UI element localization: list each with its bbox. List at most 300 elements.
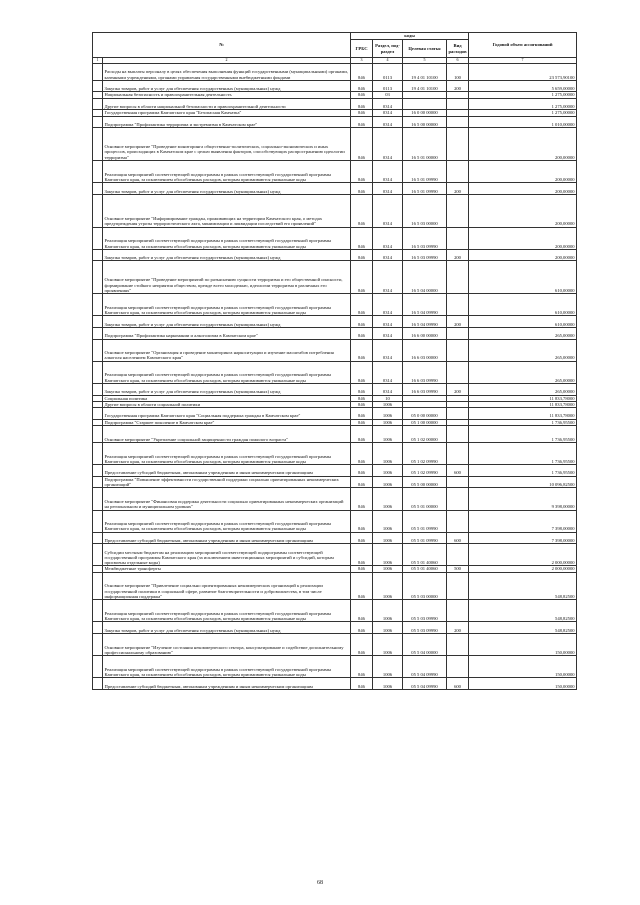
row-amount-cell: 11 833,78000 bbox=[469, 395, 577, 401]
row-expense-type-cell bbox=[447, 294, 469, 316]
row-expense-type-cell: 200 bbox=[447, 249, 469, 261]
row-expense-type-cell bbox=[447, 572, 469, 600]
row-expense-type-cell: 600 bbox=[447, 532, 469, 544]
row-amount-cell: 200,00000 bbox=[469, 227, 577, 249]
row-expense-type-cell bbox=[447, 476, 469, 488]
row-section-cell: 0314 bbox=[373, 249, 403, 261]
row-expense-type-cell bbox=[447, 544, 469, 566]
row-target-article-cell: 16 6 03 09990 bbox=[403, 361, 447, 383]
table-row bbox=[93, 116, 577, 128]
table-row bbox=[93, 656, 577, 678]
row-target-article-cell: 16 5 03 09990 bbox=[403, 249, 447, 261]
table-row bbox=[93, 426, 577, 443]
table-row bbox=[93, 488, 577, 510]
row-section-cell: 0113 bbox=[373, 64, 403, 81]
row-section-cell: 0314 bbox=[373, 183, 403, 195]
header-section: Раздел, под-раздел bbox=[373, 40, 403, 58]
row-number-cell bbox=[93, 572, 103, 600]
row-amount-cell: 1 275,00000 bbox=[469, 110, 577, 116]
row-target-article-cell: 16 5 04 09990 bbox=[403, 316, 447, 328]
row-number-cell bbox=[93, 678, 103, 690]
row-grbs-cell: 846 bbox=[351, 465, 373, 477]
row-amount-cell: 150,00000 bbox=[469, 634, 577, 656]
row-name-cell: Другие вопросы в области национальной безопасности и правоохранительной деятельности bbox=[103, 98, 351, 110]
row-name-cell: Основное мероприятие "Финансовая поддержка деятельности социально ориентированных некоммерческих организаций на региональном и муниципальном уровнях" bbox=[103, 488, 351, 510]
row-section-cell: 1006 bbox=[373, 419, 403, 425]
row-number-cell bbox=[93, 80, 103, 92]
row-grbs-cell: 846 bbox=[351, 92, 373, 98]
row-name-cell: Реализация мероприятий соответствующей подпрограммы в рамках соответствующей государственной программы Камчатского края, за исключением обособленных расходов, которым присваиваются уникальные коды bbox=[103, 361, 351, 383]
row-target-article-cell: 16 5 01 00000 bbox=[403, 128, 447, 161]
table-row bbox=[93, 465, 577, 477]
row-section-cell: 1006 bbox=[373, 566, 403, 572]
row-section-cell: 1006 bbox=[373, 634, 403, 656]
table-row bbox=[93, 532, 577, 544]
row-section-cell: 1006 bbox=[373, 408, 403, 420]
row-name-cell: Предоставление субсидий бюджетным, автономным учреждениям и иным некоммерческим организациям bbox=[103, 678, 351, 690]
row-target-article-cell: 16 5 04 09990 bbox=[403, 294, 447, 316]
header-number: № bbox=[93, 33, 351, 58]
table-row bbox=[93, 249, 577, 261]
row-target-article-cell: 16 5 03 00000 bbox=[403, 194, 447, 227]
row-grbs-cell: 846 bbox=[351, 442, 373, 464]
row-target-article-cell bbox=[403, 98, 447, 110]
row-target-article-cell: 16 5 01 09990 bbox=[403, 161, 447, 183]
row-grbs-cell: 846 bbox=[351, 656, 373, 678]
row-number-cell bbox=[93, 294, 103, 316]
row-section-cell: 0113 bbox=[373, 80, 403, 92]
row-section-cell: 1006 bbox=[373, 544, 403, 566]
table-row bbox=[93, 572, 577, 600]
row-section-cell: 1006 bbox=[373, 401, 403, 407]
row-expense-type-cell bbox=[447, 227, 469, 249]
row-name-cell: Государственная программа Камчатского края "Социальная поддержка граждан в Камчатском крае" bbox=[103, 408, 351, 420]
row-number-cell bbox=[93, 116, 103, 128]
row-section-cell: 1006 bbox=[373, 532, 403, 544]
row-name-cell: Закупка товаров, работ и услуг для обеспечения государственных (муниципальных) нужд bbox=[103, 383, 351, 395]
row-amount-cell: 548,82500 bbox=[469, 572, 577, 600]
row-amount-cell: 9 398,00000 bbox=[469, 488, 577, 510]
row-number-cell bbox=[93, 476, 103, 488]
row-grbs-cell: 846 bbox=[351, 328, 373, 340]
row-number-cell bbox=[93, 656, 103, 678]
row-expense-type-cell bbox=[447, 361, 469, 383]
row-grbs-cell: 846 bbox=[351, 622, 373, 634]
row-section-cell: 1006 bbox=[373, 678, 403, 690]
row-number-cell bbox=[93, 316, 103, 328]
row-name-cell: Предоставление субсидий бюджетным, автономным учреждениям и иным некоммерческим организациям bbox=[103, 532, 351, 544]
row-section-cell: 0314 bbox=[373, 110, 403, 116]
row-number-cell bbox=[93, 194, 103, 227]
row-grbs-cell: 846 bbox=[351, 316, 373, 328]
row-target-article-cell: 05 1 00 00000 bbox=[403, 419, 447, 425]
table-row bbox=[93, 600, 577, 622]
row-grbs-cell: 846 bbox=[351, 395, 373, 401]
row-section-cell: 1006 bbox=[373, 600, 403, 622]
row-name-cell: Подпрограмма "Повышение эффективности государственной поддержки социально ориентированных некоммерческих организаций" bbox=[103, 476, 351, 488]
row-expense-type-cell bbox=[447, 261, 469, 294]
row-name-cell: Основное мероприятие "Привлечение социально ориентированных некоммерческих организаций к реализации государственной политики в социальной сфере, развитие благотворительности и добровольчества, в том числе информационная поддержка" bbox=[103, 572, 351, 600]
row-number-cell bbox=[93, 544, 103, 566]
row-name-cell: Основное мероприятие "Проведение мониторинга общественно-политических, социально-экономических и иных процессов, происходящих в Камчатском крае с целью выявления факторов, способствующих распространению идеологии терроризма" bbox=[103, 128, 351, 161]
row-expense-type-cell bbox=[447, 510, 469, 532]
row-expense-type-cell bbox=[447, 116, 469, 128]
row-target-article-cell: 05 5 01 09990 bbox=[403, 510, 447, 532]
row-name-cell: Подпрограмма "Старшее поколение в Камчатском крае" bbox=[103, 419, 351, 425]
row-number-cell bbox=[93, 161, 103, 183]
row-section-cell: 0314 bbox=[373, 227, 403, 249]
row-section-cell: 0314 bbox=[373, 161, 403, 183]
row-expense-type-cell bbox=[447, 128, 469, 161]
header-annual-volume: Годовой объем ассигнований bbox=[469, 33, 577, 58]
row-amount-cell: 1 275,00000 bbox=[469, 92, 577, 98]
row-section-cell: 1006 bbox=[373, 488, 403, 510]
row-expense-type-cell: 100 bbox=[447, 64, 469, 81]
row-grbs-cell: 846 bbox=[351, 544, 373, 566]
row-target-article-cell: 05 1 02 00000 bbox=[403, 426, 447, 443]
row-target-article-cell: 19 4 01 10100 bbox=[403, 64, 447, 81]
table-row bbox=[93, 98, 577, 110]
row-grbs-cell: 846 bbox=[351, 294, 373, 316]
row-section-cell: 1006 bbox=[373, 442, 403, 464]
row-section-cell: 1006 bbox=[373, 476, 403, 488]
row-amount-cell: 1 736,95500 bbox=[469, 442, 577, 464]
row-expense-type-cell bbox=[447, 328, 469, 340]
row-number-cell bbox=[93, 128, 103, 161]
row-section-cell: 0314 bbox=[373, 294, 403, 316]
row-name-cell: Подпрограмма "Профилактика терроризма и экстремизма в Камчатском крае" bbox=[103, 116, 351, 128]
row-number-cell bbox=[93, 408, 103, 420]
row-section-cell: 1006 bbox=[373, 656, 403, 678]
row-expense-type-cell: 500 bbox=[447, 566, 469, 572]
row-number-cell bbox=[93, 261, 103, 294]
row-target-article-cell: 05 0 00 00000 bbox=[403, 408, 447, 420]
row-target-article-cell: 05 5 04 09990 bbox=[403, 678, 447, 690]
row-number-cell bbox=[93, 339, 103, 361]
row-amount-cell: 1 736,95500 bbox=[469, 419, 577, 425]
row-grbs-cell: 846 bbox=[351, 476, 373, 488]
row-target-article-cell: 05 5 00 00000 bbox=[403, 476, 447, 488]
row-grbs-cell: 846 bbox=[351, 572, 373, 600]
row-grbs-cell: 846 bbox=[351, 194, 373, 227]
row-expense-type-cell bbox=[447, 161, 469, 183]
row-amount-cell: 548,82500 bbox=[469, 622, 577, 634]
table-row bbox=[93, 328, 577, 340]
row-name-cell: Основное мероприятие "Укрепление социальной защищенности граждан пожилого возраста" bbox=[103, 426, 351, 443]
row-expense-type-cell bbox=[447, 488, 469, 510]
row-section-cell: 0314 bbox=[373, 328, 403, 340]
row-number-cell bbox=[93, 361, 103, 383]
row-amount-cell: 265,00000 bbox=[469, 361, 577, 383]
table-row bbox=[93, 80, 577, 92]
row-section-cell: 0314 bbox=[373, 339, 403, 361]
col-number-5: 5 bbox=[403, 58, 447, 64]
header-grbs: ГРБС bbox=[351, 40, 373, 58]
row-grbs-cell: 846 bbox=[351, 361, 373, 383]
row-amount-cell: 150,00000 bbox=[469, 678, 577, 690]
table-row bbox=[93, 261, 577, 294]
row-amount-cell: 610,00000 bbox=[469, 294, 577, 316]
row-amount-cell: 265,00000 bbox=[469, 328, 577, 340]
table-body bbox=[93, 64, 577, 690]
table-row bbox=[93, 408, 577, 420]
row-amount-cell: 200,00000 bbox=[469, 183, 577, 195]
row-expense-type-cell bbox=[447, 408, 469, 420]
row-name-cell: Реализация мероприятий соответствующей подпрограммы в рамках соответствующей государственной программы Камчатского края, за исключением обособленных расходов, которым присваиваются уникальные коды bbox=[103, 227, 351, 249]
row-target-article-cell: 05 5 01 00000 bbox=[403, 488, 447, 510]
row-grbs-cell: 846 bbox=[351, 128, 373, 161]
row-amount-cell: 11 833,78000 bbox=[469, 408, 577, 420]
row-amount-cell: 150,00000 bbox=[469, 656, 577, 678]
row-target-article-cell: 16 5 03 09990 bbox=[403, 227, 447, 249]
row-grbs-cell: 846 bbox=[351, 261, 373, 294]
row-expense-type-cell bbox=[447, 600, 469, 622]
row-amount-cell: 5 659,00000 bbox=[469, 80, 577, 92]
row-grbs-cell: 846 bbox=[351, 426, 373, 443]
row-grbs-cell: 846 bbox=[351, 634, 373, 656]
row-target-article-cell: 16 6 00 00000 bbox=[403, 328, 447, 340]
row-name-cell: Социальная политика bbox=[103, 395, 351, 401]
row-name-cell: Закупка товаров, работ и услуг для обеспечения государственных (муниципальных) нужд bbox=[103, 249, 351, 261]
row-number-cell bbox=[93, 488, 103, 510]
header-expense-type: Вид расходов bbox=[447, 40, 469, 58]
table-row bbox=[93, 227, 577, 249]
table-row bbox=[93, 510, 577, 532]
table-row bbox=[93, 634, 577, 656]
row-section-cell: 0314 bbox=[373, 383, 403, 395]
row-number-cell bbox=[93, 183, 103, 195]
row-target-article-cell: 05 5 01 40060 bbox=[403, 544, 447, 566]
col-number-7: 7 bbox=[469, 58, 577, 64]
row-section-cell: 1006 bbox=[373, 572, 403, 600]
row-expense-type-cell bbox=[447, 634, 469, 656]
row-number-cell bbox=[93, 532, 103, 544]
row-number-cell bbox=[93, 510, 103, 532]
row-grbs-cell: 846 bbox=[351, 600, 373, 622]
row-section-cell: 0314 bbox=[373, 98, 403, 110]
row-grbs-cell: 846 bbox=[351, 532, 373, 544]
table-row bbox=[93, 128, 577, 161]
row-expense-type-cell bbox=[447, 426, 469, 443]
row-amount-cell: 1 736,95500 bbox=[469, 465, 577, 477]
table-row bbox=[93, 361, 577, 383]
col-number-2: 2 bbox=[103, 58, 351, 64]
row-target-article-cell: 05 1 02 09990 bbox=[403, 465, 447, 477]
row-grbs-cell: 846 bbox=[351, 408, 373, 420]
row-expense-type-cell: 200 bbox=[447, 80, 469, 92]
row-amount-cell: 610,00000 bbox=[469, 316, 577, 328]
row-grbs-cell: 846 bbox=[351, 161, 373, 183]
row-name-cell: Основное мероприятие "Изучение состояния некоммерческого сектора, консультирование и содействие дополнительному профессиональному образованию" bbox=[103, 634, 351, 656]
row-section-cell: 10 bbox=[373, 395, 403, 401]
row-name-cell: Основное мероприятие "Информирование граждан, проживающих на территории Камчатского края, о методах предупреждения угрозы террористического акта, минимизации и ликвидации последствий его проявлений" bbox=[103, 194, 351, 227]
row-amount-cell: 1 736,95500 bbox=[469, 426, 577, 443]
row-amount-cell: 2 000,00000 bbox=[469, 544, 577, 566]
row-target-article-cell: 05 5 04 00000 bbox=[403, 634, 447, 656]
row-name-cell: Реализация мероприятий соответствующей подпрограммы в рамках соответствующей государственной программы Камчатского края, за исключением обособленных расходов, которым присваиваются уникальные коды bbox=[103, 161, 351, 183]
row-grbs-cell: 846 bbox=[351, 488, 373, 510]
row-target-article-cell: 05 1 02 09990 bbox=[403, 442, 447, 464]
row-number-cell bbox=[93, 227, 103, 249]
row-grbs-cell: 846 bbox=[351, 401, 373, 407]
row-grbs-cell: 846 bbox=[351, 383, 373, 395]
row-amount-cell: 200,00000 bbox=[469, 128, 577, 161]
row-name-cell: Закупка товаров, работ и услуг для обеспечения государственных (муниципальных) нужд bbox=[103, 316, 351, 328]
row-expense-type-cell bbox=[447, 339, 469, 361]
col-number-6: 6 bbox=[447, 58, 469, 64]
row-section-cell: 1006 bbox=[373, 510, 403, 532]
table-row bbox=[93, 442, 577, 464]
row-grbs-cell: 846 bbox=[351, 339, 373, 361]
row-expense-type-cell bbox=[447, 656, 469, 678]
row-expense-type-cell bbox=[447, 194, 469, 227]
row-name-cell: Субсидии местным бюджетам на реализацию мероприятий соответствующей подпрограммы соответствующей государственной программы Камчатского края (за исключением инвестиционных мероприятий и субсидий, которым присвоены отдельные коды) bbox=[103, 544, 351, 566]
row-target-article-cell: 05 5 01 40060 bbox=[403, 566, 447, 572]
table-row bbox=[93, 294, 577, 316]
row-name-cell: Предоставление субсидий бюджетным, автономным учреждениям и иным некоммерческим организациям bbox=[103, 465, 351, 477]
table-row bbox=[93, 476, 577, 488]
row-target-article-cell: 05 5 03 09990 bbox=[403, 600, 447, 622]
table-row bbox=[93, 316, 577, 328]
row-target-article-cell: 16 5 04 00000 bbox=[403, 261, 447, 294]
table-row bbox=[93, 183, 577, 195]
col-number-3: 3 bbox=[351, 58, 373, 64]
row-name-cell: Реализация мероприятий соответствующей подпрограммы в рамках соответствующей государственной программы Камчатского края, за исключением обособленных расходов, которым присваиваются уникальные коды bbox=[103, 510, 351, 532]
row-target-article-cell: 05 5 01 09990 bbox=[403, 532, 447, 544]
row-number-cell bbox=[93, 426, 103, 443]
row-section-cell: 0314 bbox=[373, 261, 403, 294]
row-grbs-cell: 846 bbox=[351, 510, 373, 532]
row-name-cell: Реализация мероприятий соответствующей подпрограммы в рамках соответствующей государственной программы Камчатского края, за исключением обособленных расходов, которым присваиваются уникальные коды bbox=[103, 656, 351, 678]
row-grbs-cell: 846 bbox=[351, 678, 373, 690]
row-number-cell bbox=[93, 64, 103, 81]
row-target-article-cell: 19 4 01 10100 bbox=[403, 80, 447, 92]
row-amount-cell: 610,00000 bbox=[469, 261, 577, 294]
row-amount-cell: 200,00000 bbox=[469, 161, 577, 183]
row-section-cell: 0314 bbox=[373, 128, 403, 161]
budget-table bbox=[92, 32, 577, 690]
row-amount-cell: 11 833,78000 bbox=[469, 401, 577, 407]
row-name-cell: Основное мероприятие "Организация и проведение мониторинга наркоситуации и изучение масштабов потребления алкоголя населением Камчатского края" bbox=[103, 339, 351, 361]
row-amount-cell: 1 275,00000 bbox=[469, 98, 577, 110]
row-name-cell: Реализация мероприятий соответствующей подпрограммы в рамках соответствующей государственной программы Камчатского края, за исключением обособленных расходов, которым присваиваются уникальные коды bbox=[103, 294, 351, 316]
row-section-cell: 1006 bbox=[373, 426, 403, 443]
row-grbs-cell: 846 bbox=[351, 227, 373, 249]
row-name-cell: Государственная программа Камчатского края "Безопасная Камчатка" bbox=[103, 110, 351, 116]
row-section-cell: 0314 bbox=[373, 361, 403, 383]
table-row bbox=[93, 64, 577, 81]
budget-page bbox=[92, 32, 576, 690]
row-grbs-cell: 846 bbox=[351, 116, 373, 128]
row-number-cell bbox=[93, 442, 103, 464]
col-number-1: 1 bbox=[93, 58, 103, 64]
row-number-cell bbox=[93, 465, 103, 477]
row-grbs-cell: 846 bbox=[351, 566, 373, 572]
row-name-cell: Национальная безопасность и правоохранительная деятельность bbox=[103, 92, 351, 98]
row-grbs-cell: 846 bbox=[351, 110, 373, 116]
table-row bbox=[93, 194, 577, 227]
row-amount-cell: 23 573,90100 bbox=[469, 64, 577, 81]
row-grbs-cell: 846 bbox=[351, 64, 373, 81]
table-row bbox=[93, 622, 577, 634]
row-number-cell bbox=[93, 634, 103, 656]
row-target-article-cell: 16 5 01 09990 bbox=[403, 183, 447, 195]
row-amount-cell: 265,00000 bbox=[469, 383, 577, 395]
table-row bbox=[93, 678, 577, 690]
row-section-cell: 1006 bbox=[373, 622, 403, 634]
header-row-codes bbox=[93, 33, 577, 40]
row-name-cell: Межбюджетные трансферты bbox=[103, 566, 351, 572]
row-number-cell bbox=[93, 600, 103, 622]
row-target-article-cell: 05 5 03 00000 bbox=[403, 572, 447, 600]
row-number-cell bbox=[93, 622, 103, 634]
row-name-cell: Реализация мероприятий соответствующей подпрограммы в рамках соответствующей государственной программы Камчатского края, за исключением обособленных расходов, которым присваиваются уникальные коды bbox=[103, 442, 351, 464]
row-amount-cell: 200,00000 bbox=[469, 194, 577, 227]
row-section-cell: 0314 bbox=[373, 194, 403, 227]
row-name-cell: Другие вопросы в области социальной политики bbox=[103, 401, 351, 407]
row-name-cell: Расходы на выплаты персоналу в целях обеспечения выполнения функций государственными (муниципальными) органами, казенными учреждениями, органами управления государственными внебюджетными фондами bbox=[103, 64, 351, 81]
row-amount-cell: 2 000,00000 bbox=[469, 566, 577, 572]
table-row bbox=[93, 339, 577, 361]
table-row bbox=[93, 383, 577, 395]
row-number-cell bbox=[93, 98, 103, 110]
row-target-article-cell: 16 5 00 00000 bbox=[403, 116, 447, 128]
row-section-cell: 1006 bbox=[373, 465, 403, 477]
row-target-article-cell: 16 6 03 09990 bbox=[403, 383, 447, 395]
row-expense-type-cell: 200 bbox=[447, 183, 469, 195]
row-target-article-cell: 05 5 04 09990 bbox=[403, 656, 447, 678]
row-target-article-cell: 16 0 00 00000 bbox=[403, 110, 447, 116]
row-name-cell: Закупка товаров, работ и услуг для обеспечения государственных (муниципальных) нужд bbox=[103, 80, 351, 92]
row-amount-cell: 10 096,82500 bbox=[469, 476, 577, 488]
row-name-cell: Закупка товаров, работ и услуг для обеспечения государственных (муниципальных) нужд bbox=[103, 622, 351, 634]
row-grbs-cell: 846 bbox=[351, 98, 373, 110]
row-amount-cell: 7 398,00000 bbox=[469, 532, 577, 544]
table-row bbox=[93, 161, 577, 183]
row-section-cell: 0314 bbox=[373, 116, 403, 128]
row-number-cell bbox=[93, 249, 103, 261]
table-row bbox=[93, 544, 577, 566]
row-expense-type-cell: 200 bbox=[447, 316, 469, 328]
page-number: 68 bbox=[317, 880, 323, 886]
row-target-article-cell: 16 6 03 00000 bbox=[403, 339, 447, 361]
row-amount-cell: 7 398,00000 bbox=[469, 510, 577, 532]
row-section-cell: 03 bbox=[373, 92, 403, 98]
row-expense-type-cell: 600 bbox=[447, 678, 469, 690]
row-expense-type-cell: 600 bbox=[447, 465, 469, 477]
row-expense-type-cell: 200 bbox=[447, 622, 469, 634]
row-section-cell: 0314 bbox=[373, 316, 403, 328]
row-name-cell: Закупка товаров, работ и услуг для обеспечения государственных (муниципальных) нужд bbox=[103, 183, 351, 195]
row-name-cell: Основное мероприятие "Проведение мероприятий по разъяснению сущности терроризма и его общественной опасности, формирование стойкого неприятия обществом, прежде всего молодежью, идеологии терроризма в различных его проявлениях" bbox=[103, 261, 351, 294]
col-number-4: 4 bbox=[373, 58, 403, 64]
row-name-cell: Реализация мероприятий соответствующей подпрограммы в рамках соответствующей государственной программы Камчатского края, за исключением обособленных расходов, которым присваиваются уникальные коды bbox=[103, 600, 351, 622]
row-expense-type-cell bbox=[447, 442, 469, 464]
row-target-article-cell: 05 5 03 09990 bbox=[403, 622, 447, 634]
row-grbs-cell: 846 bbox=[351, 419, 373, 425]
row-grbs-cell: 846 bbox=[351, 80, 373, 92]
header-target-article: Целевая статья bbox=[403, 40, 447, 58]
row-amount-cell: 200,00000 bbox=[469, 249, 577, 261]
row-amount-cell: 548,82500 bbox=[469, 600, 577, 622]
row-grbs-cell: 846 bbox=[351, 183, 373, 195]
row-expense-type-cell bbox=[447, 98, 469, 110]
row-number-cell bbox=[93, 383, 103, 395]
row-amount-cell: 265,00000 bbox=[469, 339, 577, 361]
row-amount-cell: 1 010,00000 bbox=[469, 116, 577, 128]
row-grbs-cell: 846 bbox=[351, 249, 373, 261]
row-number-cell bbox=[93, 328, 103, 340]
